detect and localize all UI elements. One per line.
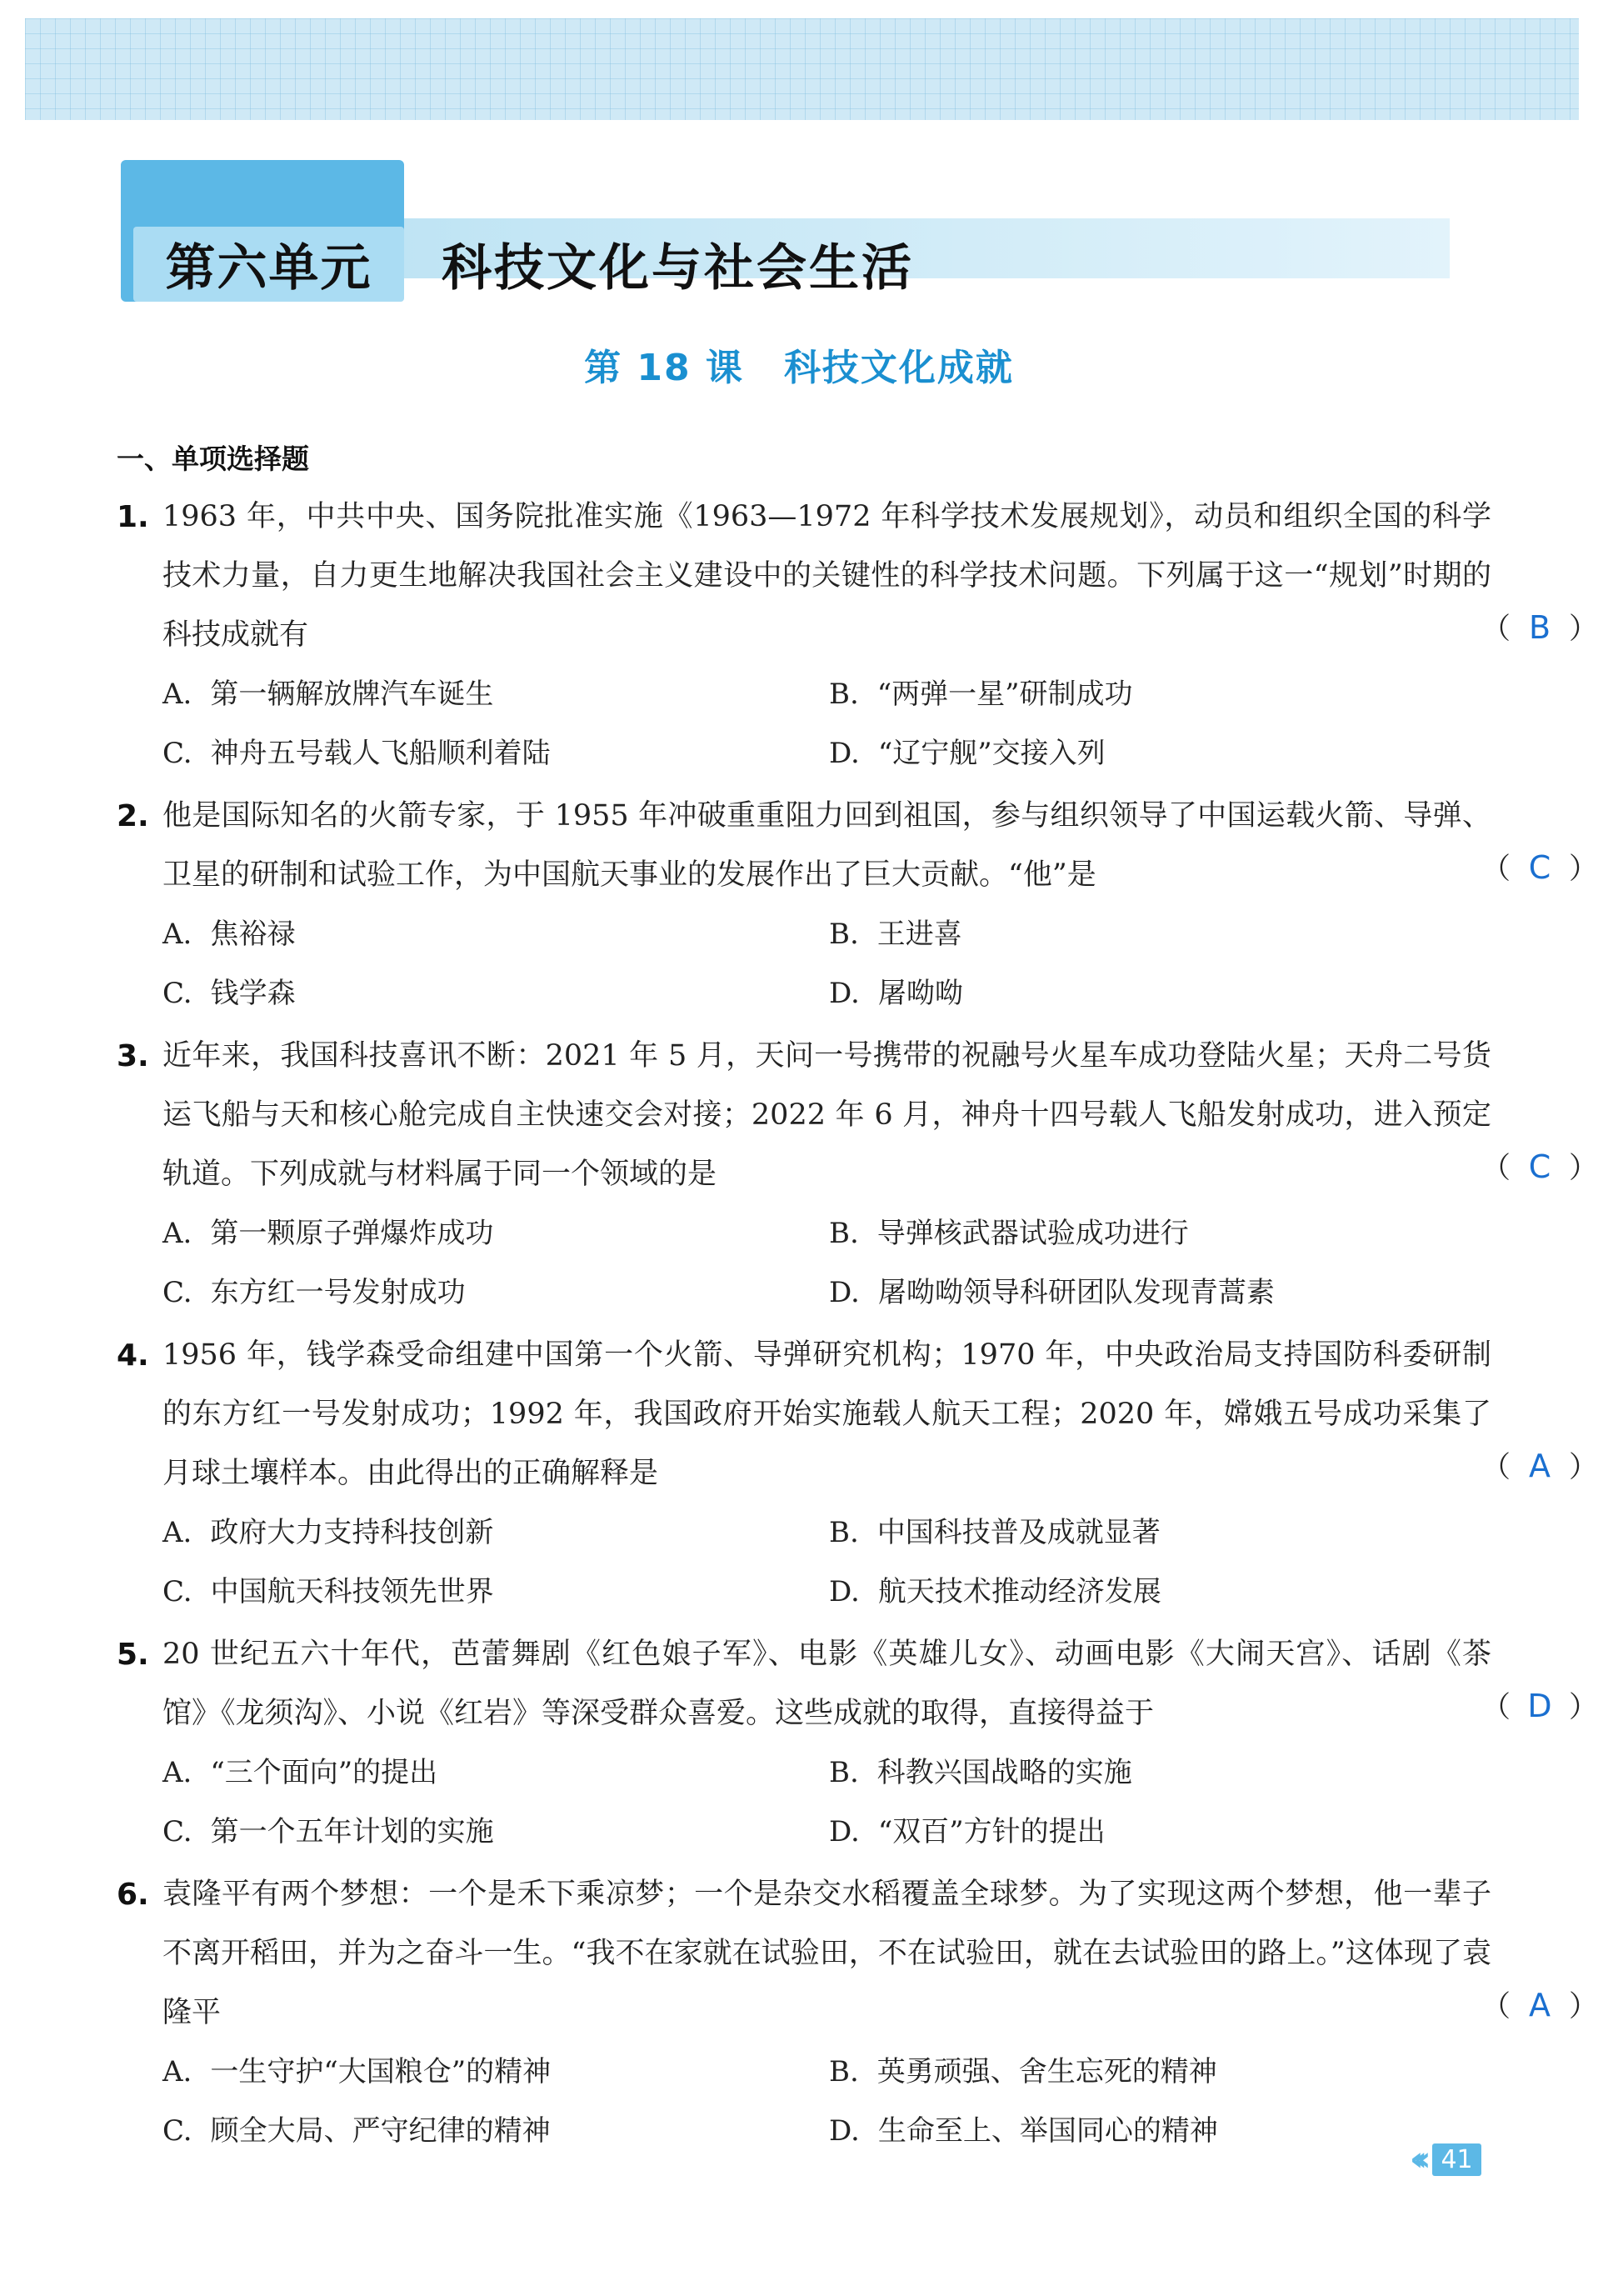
bracket-close: ） [1568,613,1598,646]
bracket-open: （ [1481,1691,1511,1724]
answer-bracket [1481,846,1598,888]
option-text: 航天技术推动经济发展 [877,1575,1161,1608]
option-text: 第一个五年计划的实施 [210,1815,494,1848]
option-letter: A. [162,2055,192,2088]
option-letter: B. [829,1756,859,1789]
page-number [1410,2140,1481,2178]
option-letter: D. [829,1815,860,1848]
option-item [829,1503,1491,1563]
option-text: 生命至上、举国同心的精神 [877,2114,1218,2148]
option-item [162,724,829,783]
option-text: 王进喜 [876,918,962,951]
answer-letter: C [1528,1148,1551,1185]
bracket-close: ） [1568,1691,1598,1724]
option-text: 导弹核武器试验成功进行 [876,1217,1189,1250]
option-item [829,1743,1491,1803]
option-letter: A. [162,1217,192,1250]
answer-letter: A [1528,1448,1551,1484]
chevron-left-icon: ‹‹‹ [1410,2140,1421,2178]
bracket-open: （ [1481,1152,1511,1185]
option-item [829,2043,1491,2102]
option-text: “两弹一星”研制成功 [876,678,1133,711]
option-text: “辽宁舰”交接入列 [877,737,1106,770]
option-item [829,1563,1491,1622]
option-letter: C. [162,737,192,770]
option-letter: A. [162,918,192,951]
option-text: 顾全大局、严守纪律的精神 [210,2114,551,2148]
option-letter: C. [162,1276,192,1309]
option-item [162,2102,829,2161]
option-text: 一生守护“大国粮仓”的精神 [210,2055,552,2088]
option-grid [162,665,1491,783]
option-grid [162,905,1491,1023]
option-item [162,1263,829,1323]
question-text: 他是国际知名的火箭专家，于 1955 年冲破重重阻力回到祖国，参与组织领导了中国运载火箭、导弹、卫星的研制和试验工作，为中国航天事业的发展作出了巨大贡献。“他”是 [162,799,1491,892]
option-item [829,1803,1491,1862]
option-grid [162,1743,1491,1862]
option-letter: B. [829,918,859,951]
question-text: 近年来，我国科技喜讯不断：2021 年 5 月，天问一号携带的祝融号火星车成功登陆火星；天舟二号货运飞船与天和核心舱完成自主快速交会对接；2022 年 6 月，神舟十四号载人飞船发射成功，进入预定轨道。下列成就与材料属于同一个领域的是 [162,1039,1491,1191]
option-text: 中国航天科技领先世界 [210,1575,494,1608]
option-item [162,1803,829,1862]
option-item [829,724,1491,783]
option-text: 焦裕禄 [210,918,296,951]
option-item [162,1204,829,1263]
option-item [162,1563,829,1622]
option-letter: C. [162,1815,192,1848]
question-number: 1. [117,500,149,534]
option-letter: D. [829,1575,860,1608]
option-item [162,665,829,724]
question-item [0,787,1598,1023]
option-text: 政府大力支持科技创新 [210,1516,494,1549]
bracket-open: （ [1481,1451,1511,1484]
answer-letter: B [1528,609,1551,646]
option-text: “双百”方针的提出 [877,1815,1106,1848]
option-text: 中国科技普及成就显著 [876,1516,1161,1549]
question-text: 20 世纪五六十年代，芭蕾舞剧《红色娘子军》、电影《英雄儿女》、动画电影《大闹天宫》、话剧《茶馆》《龙须沟》、小说《红岩》等深受群众喜爱。这些成就的取得，直接得益于 [162,1638,1491,1730]
option-text: 神舟五号载人飞船顺利着陆 [210,737,551,770]
option-letter: D. [829,1276,860,1309]
question-text: 1963 年，中共中央、国务院批准实施《1963—1972 年科学技术发展规划》，动员和组织全国的科学技术力量，自力更生地解决我国社会主义建设中的关键性的科学技术问题。下列属于这一“规划”时期的科技成就有 [162,500,1491,652]
question-text: 袁隆平有两个梦想：一个是禾下乘凉梦；一个是杂交水稻覆盖全球梦。为了实现这两个梦想，他一辈子不离开稻田，并为之奋斗一生。“我不在家就在试验田，不在试验田，就在去试验田的路上。”这体现了袁隆平 [162,1878,1491,2029]
option-text: 科教兴国战略的实施 [876,1756,1132,1789]
question-item [0,1027,1598,1323]
bracket-close: ） [1568,1152,1598,1185]
option-item [829,1263,1491,1323]
option-text: 钱学森 [210,977,296,1010]
answer-bracket [1481,1684,1598,1726]
answer-bracket [1481,1444,1598,1486]
question-item [0,1865,1598,2161]
answer-bracket [1481,606,1598,648]
bracket-open: （ [1481,613,1511,646]
option-text: 东方红一号发射成功 [210,1276,466,1309]
option-grid [162,2043,1491,2161]
bracket-close: ） [1568,1451,1598,1484]
answer-letter: A [1528,1987,1551,2023]
option-item [162,2043,829,2102]
bracket-close: ） [1568,1990,1598,2023]
answer-letter: D [1527,1688,1552,1724]
option-letter: B. [829,1217,859,1250]
option-letter: A. [162,678,192,711]
answer-bracket [1481,1145,1598,1187]
bracket-close: ） [1568,853,1598,886]
option-letter: D. [829,737,860,770]
option-item [162,905,829,964]
option-item [162,1503,829,1563]
option-text: 屠呦呦 [877,977,963,1010]
option-item [829,2102,1491,2161]
option-letter: C. [162,1575,192,1608]
unit-label: 第六单元 [133,227,404,302]
section-heading: 一、单项选择题 [117,443,309,475]
answer-letter: C [1528,849,1551,886]
option-text: 第一辆解放牌汽车诞生 [210,678,494,711]
option-text: 第一颗原子弹爆炸成功 [210,1217,494,1250]
option-text: 英勇顽强、舍生忘死的精神 [876,2055,1217,2088]
question-item [0,1326,1598,1622]
option-text: 屠呦呦领导科研团队发现青蒿素 [877,1276,1275,1309]
option-item [162,1743,829,1803]
option-grid [162,1204,1491,1323]
lesson-name: 科技文化成就 [783,347,1014,389]
option-item [162,964,829,1023]
option-grid [162,1503,1491,1622]
option-item [829,905,1491,964]
question-number: 6. [117,1878,149,1912]
question-number: 5. [117,1638,149,1672]
question-number: 4. [117,1338,149,1373]
page-number-value: 41 [1432,2143,1481,2176]
top-grid-banner [25,18,1579,120]
option-letter: B. [829,678,859,711]
bracket-open: （ [1481,853,1511,886]
option-letter: A. [162,1516,192,1549]
question-item [0,1625,1598,1862]
option-letter: A. [162,1756,192,1789]
option-text: “三个面向”的提出 [210,1756,438,1789]
question-text: 1956 年，钱学森受命组建中国第一个火箭、导弹研究机构；1970 年，中央政治局支持国防科委研制的东方红一号发射成功；1992 年，我国政府开始实施载人航天工程；2020 年，嫦娥五号成功采集了月球土壤样本。由此得出的正确解释是 [162,1338,1491,1490]
lesson-number: 第 18 课 [584,347,744,389]
option-letter: B. [829,1516,859,1549]
answer-bracket [1481,1983,1598,2025]
question-number: 2. [117,799,149,833]
option-letter: B. [829,2055,859,2088]
option-item [829,964,1491,1023]
option-letter: D. [829,2114,860,2148]
bracket-open: （ [1481,1990,1511,2023]
question-list [0,488,1598,2164]
question-number: 3. [117,1039,149,1073]
question-item [0,488,1598,783]
option-item [829,1204,1491,1263]
option-letter: C. [162,977,192,1010]
unit-title: 科技文化与社会生活 [442,239,914,298]
option-letter: C. [162,2114,192,2148]
lesson-title [0,338,1598,391]
option-letter: D. [829,977,860,1010]
option-item [829,665,1491,724]
